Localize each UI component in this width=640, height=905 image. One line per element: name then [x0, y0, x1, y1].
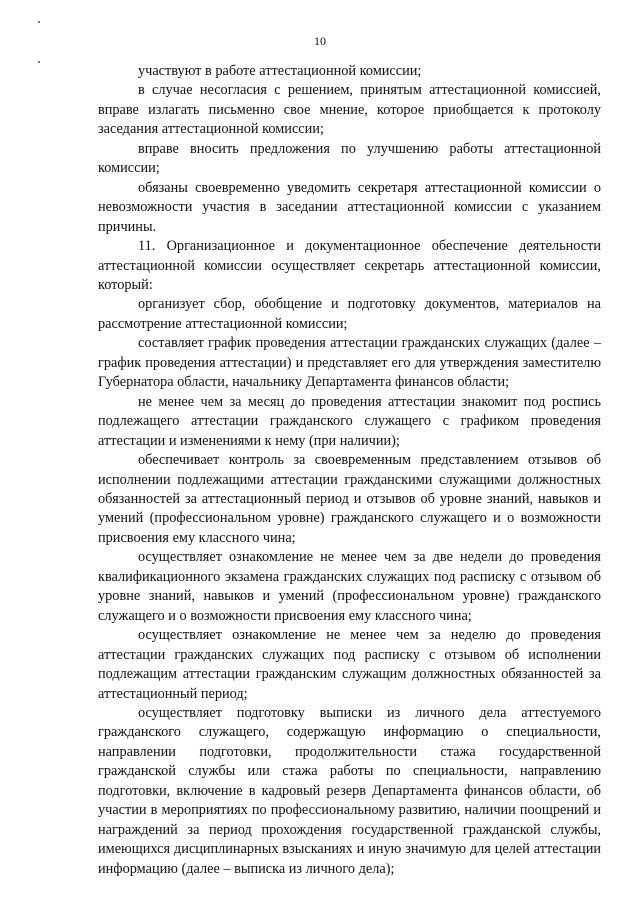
paragraph: осуществляет ознакомление не менее чем за неделю до проведения аттестации гражданских служащих под расписку с отзывом об исполнении подлежащим аттестации гражданским служащим должностных обязанностей за аттестационный период; — [98, 627, 601, 702]
paragraph: обеспечивает контроль за своевременным представлением отзывов об исполнении подлежащими аттестации гражданскими служащими должностных обязанностей за аттестационный период и отзывов об уровне знаний, навыков и умений (профессиональном уровне) гражданского служащего и о возможности присвоения ему классного чина; — [98, 452, 601, 546]
paragraph: осуществляет ознакомление не менее чем за две недели до проведения квалификационного экзамена гражданских служащих под расписку с отзывом об уровне знаний, навыков и умений (профессиональном уровне) гражданского служащего и о возможности присвоения ему классного чина; — [98, 549, 601, 624]
scan-speck — [38, 61, 40, 63]
paragraph: организует сбор, обобщение и подготовку документов, материалов на рассмотрение аттестационной комиссии; — [98, 296, 601, 332]
paragraph: в случае несогласия с решением, принятым аттестационной комиссией, вправе излагать письменно свое мнение, которое приобщается к протоколу заседания аттестационной комиссии; — [98, 82, 601, 138]
paragraph: составляет график проведения аттестации гражданских служащих (далее – график проведения аттестации) и представляет его для утверждения заместителю Губернатора области, начальнику Департамента финансов области; — [98, 335, 601, 391]
paragraph: осуществляет подготовку выписки из личного дела аттестуемого гражданского служащего, содержащую информацию о специальности, направлении подготовки, продолжительности стажа государственной гражданской службы или стажа работы по специальности, направлению подготовки, включение в кадровый резерв Департамента финансов области, об участии в мероприятиях по профессиональному развитию, наличии поощрений и награждений за период прохождения государственной гражданской службы, имеющихся дисциплинарных взысканиях и иную значимую для целей аттестации информацию (далее – выписка из личного дела); — [98, 704, 601, 877]
scan-speck — [38, 21, 40, 23]
paragraph: участвуют в работе аттестационной комиссии; — [138, 63, 422, 79]
paragraph: вправе вносить предложения по улучшению работы аттестационной комиссии; — [98, 140, 601, 177]
document-body — [98, 62, 601, 879]
paragraph: не менее чем за месяц до проведения аттестации знакомит под роспись подлежащего аттестации гражданского служащего с графиком проведения аттестации и изменениями к нему (при наличии); — [98, 393, 601, 449]
section-paragraph-11: 11. Организационное и документационное обеспечение деятельности аттестационной комиссии осуществляет секретарь аттестационной комиссии, который: — [98, 238, 601, 293]
page-number: 10 — [314, 34, 326, 48]
paragraph: обязаны своевременно уведомить секретаря аттестационной комиссии о невозможности участия в заседании аттестационной комиссии с указанием причины. — [98, 179, 601, 235]
